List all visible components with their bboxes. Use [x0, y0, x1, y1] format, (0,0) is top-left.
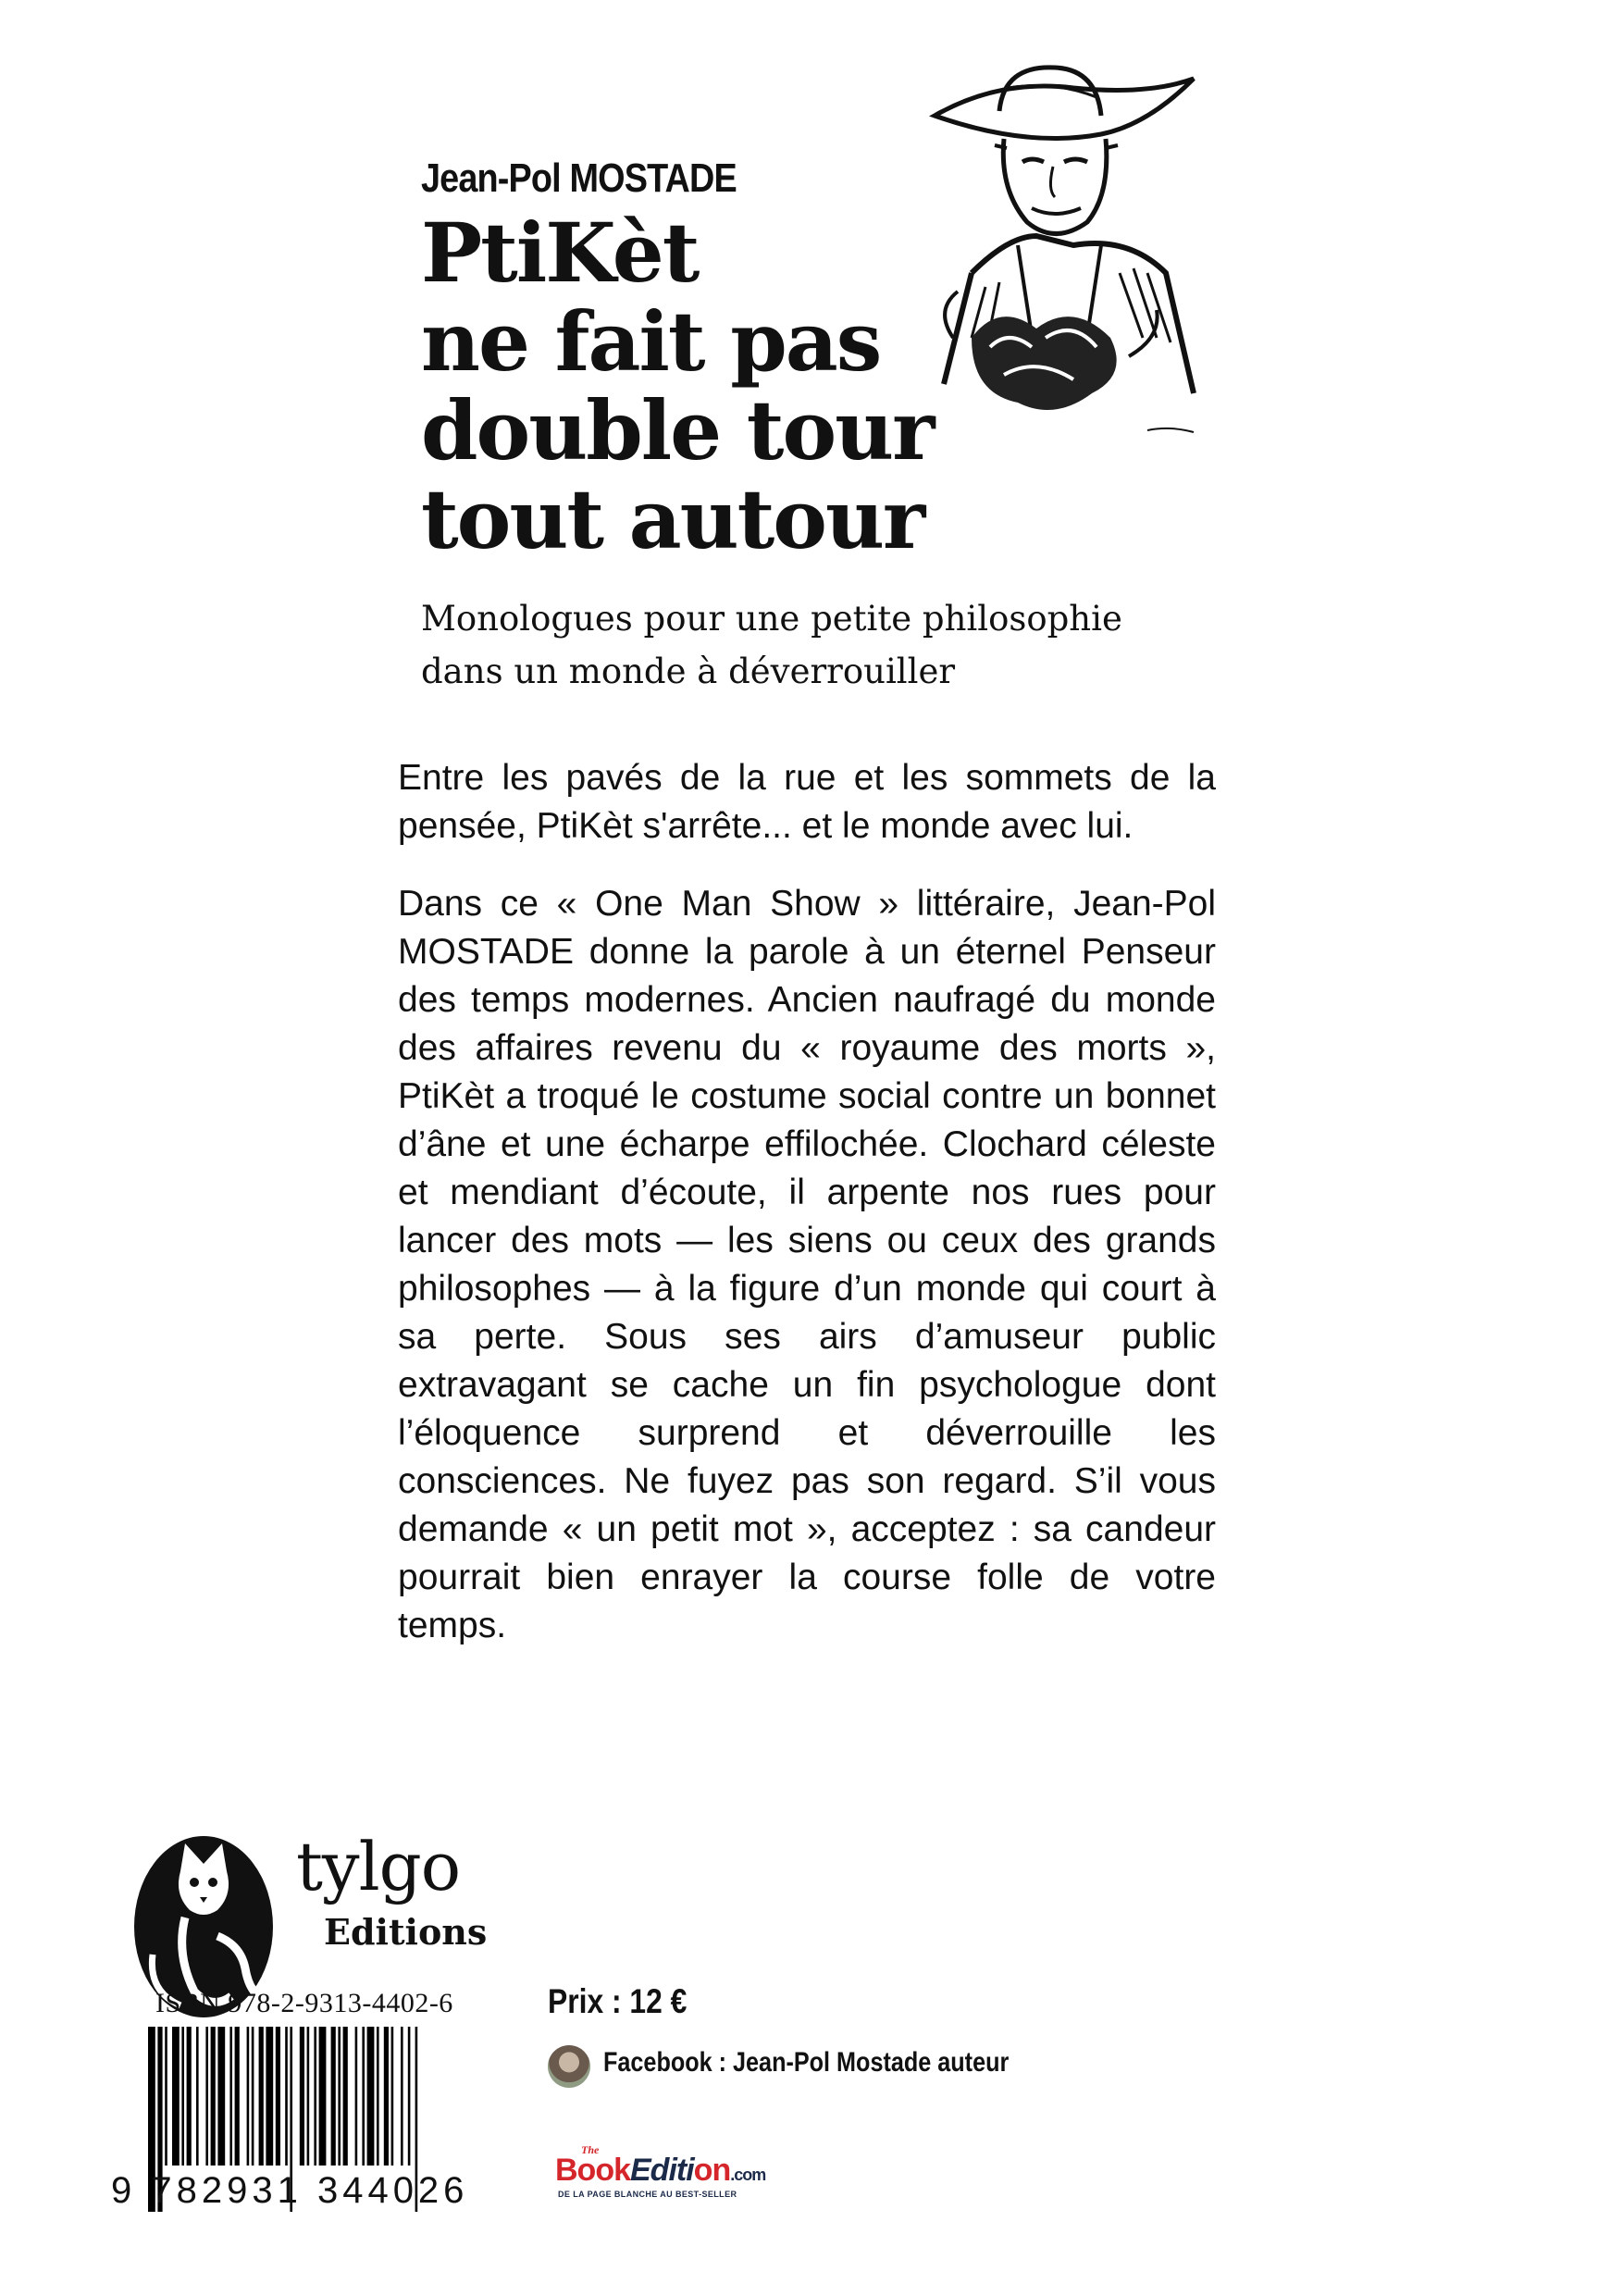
- barcode-bar: [211, 2027, 216, 2166]
- back-cover-blurb: [398, 754, 1216, 1680]
- barcode-bar: [401, 2027, 403, 2166]
- bookedition-tagline: DE LA PAGE BLANCHE AU BEST-SELLER: [558, 2190, 737, 2199]
- barcode-bar: [391, 2027, 394, 2166]
- barcode-digits: 9 782931 344026: [111, 2170, 469, 2211]
- barcode-bar: [300, 2027, 304, 2166]
- publisher-subtitle: Editions: [324, 1911, 488, 1953]
- barcode-bar: [276, 2027, 280, 2166]
- author-name: Jean-Pol MOSTADE: [421, 155, 737, 201]
- title-line: tout autour: [421, 471, 924, 567]
- barcode-bar: [362, 2027, 365, 2166]
- book-title: [421, 205, 995, 567]
- barcode-bar: [235, 2027, 240, 2166]
- barcode-bar: [314, 2027, 316, 2166]
- barcode-bar: [343, 2027, 348, 2166]
- title-line: double tour: [421, 382, 934, 478]
- barcode-bar: [331, 2027, 336, 2166]
- barcode-bar: [229, 2027, 232, 2166]
- book-subtitle: [421, 592, 1254, 698]
- barcode-bar: [319, 2027, 327, 2166]
- isbn-text: ISBN 978-2-9313-4402-6: [155, 1988, 453, 2018]
- title-line: PtiKèt: [421, 205, 699, 301]
- bookedition-edition: Editi: [630, 2153, 694, 2188]
- barcode-bar: [172, 2027, 180, 2166]
- facebook-link[interactable]: Facebook : Jean-Pol Mostade auteur: [603, 2047, 1010, 2078]
- barcode-bar: [355, 2027, 358, 2166]
- barcode-bar: [252, 2027, 254, 2166]
- barcode-bar: [181, 2027, 184, 2166]
- barcode-bar: [285, 2027, 288, 2166]
- publisher-name: tylgo: [296, 1828, 461, 1905]
- barcode-bar: [205, 2027, 208, 2166]
- price-label: Prix : 12 €: [548, 1982, 688, 2020]
- subtitle-line: dans un monde à déverrouiller: [421, 652, 956, 691]
- title-line: ne fait pas: [421, 293, 881, 390]
- barcode-bar: [259, 2027, 264, 2166]
- bookedition-on: on: [693, 2153, 731, 2188]
- barcode-bar: [307, 2027, 310, 2166]
- gardener-illustration: [916, 60, 1212, 458]
- barcode-bar: [187, 2027, 192, 2166]
- barcode-bar: [196, 2027, 199, 2166]
- bookedition-logo: [555, 2153, 765, 2189]
- barcode-bar: [165, 2027, 167, 2166]
- barcode-bar: [217, 2027, 225, 2166]
- barcode-bar: [384, 2027, 389, 2166]
- barcode-bar: [408, 2027, 411, 2166]
- barcode-bar: [367, 2027, 375, 2166]
- barcode-bar: [377, 2027, 379, 2166]
- blurb-paragraph: Dans ce « One Man Show » littéraire, Jean-Pol MOSTADE donne la parole à un éternel Penseur des temps modernes. Ancien naufragé du monde des affaires revenu du « royaume des morts », PtiKèt a troqué le costume social contre un bonnet d’âne et une écharpe effilochée. Clochard céleste et mendiant d’écoute, il arpente nos rues pour lancer des mots — les siens ou ceux des grands philosophes — à la figure d’un monde qui court à sa perte. Sous ses airs d’amuseur public extravagant se cache un fin psychologue dont l’éloquence surprend et déverrouille les consciences. Ne fuyez pas son regard. S’il vous demande « un petit mot », acceptez : sa candeur pourrait bien enrayer la course folle de votre temps.: [398, 884, 1216, 1645]
- bookedition-book: Book: [555, 2153, 630, 2188]
- barcode-bar: [247, 2027, 250, 2166]
- barcode-bar: [266, 2027, 273, 2166]
- subtitle-line: Monologues pour une petite philosophie: [421, 599, 1122, 639]
- bookedition-domain: .com: [730, 2166, 766, 2184]
- blurb-paragraph: Entre les pavés de la rue et les sommets de la pensée, PtiKèt s'arrête... et le monde avec lui.: [398, 758, 1216, 846]
- barcode-bar: [338, 2027, 341, 2166]
- bookedition-the: The: [581, 2143, 600, 2156]
- author-avatar: [548, 2045, 590, 2088]
